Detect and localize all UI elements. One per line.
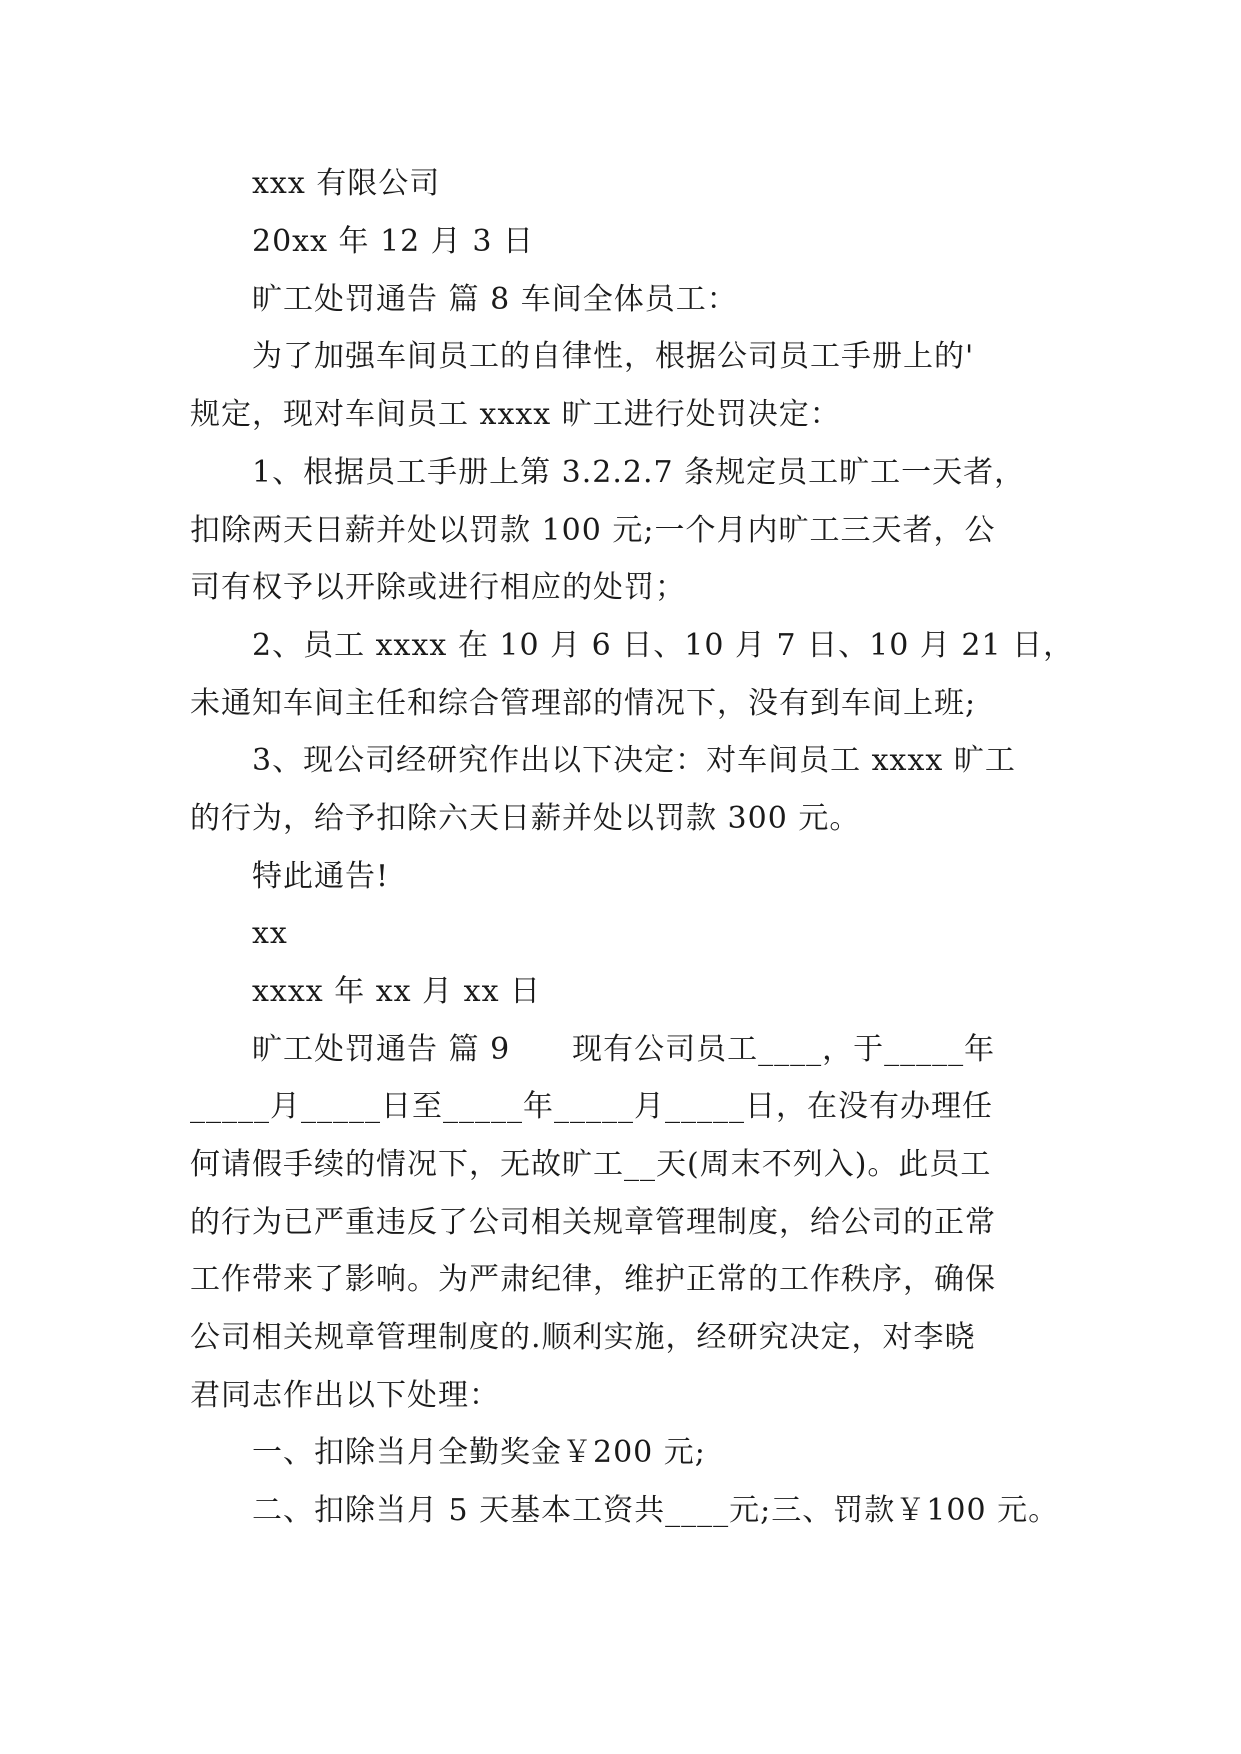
penalty-item-2-3: 二、扣除当月 5 天基本工资共____元;三、罚款￥100 元。 xyxy=(252,1493,1060,1528)
item-3-line: 的行为，给予扣除六天日薪并处以罚款 300 元。 xyxy=(190,801,861,836)
paragraph-line: 的行为已严重违反了公司相关规章管理制度，给公司的正常 xyxy=(190,1205,996,1240)
item-1-line: 扣除两天日薪并处以罚款 100 元;一个月内旷工三天者，公 xyxy=(190,513,996,548)
signature-date: xxxx 年 xx 月 xx 日 xyxy=(252,974,542,1009)
closing-line: 特此通告! xyxy=(252,859,390,894)
notice-8-heading: 旷工处罚通告 篇 8 车间全体员工： xyxy=(252,282,738,317)
notice-9-heading: 旷工处罚通告 篇 9 现有公司员工____，于_____年 xyxy=(252,1032,996,1067)
paragraph-line: 规定，现对车间员工 xxxx 旷工进行处罚决定： xyxy=(190,397,841,432)
item-2-line: 未通知车间主任和综合管理部的情况下，没有到车间上班; xyxy=(190,686,977,721)
paragraph-line: 君同志作出以下处理： xyxy=(190,1378,500,1413)
paragraph-line: 公司相关规章管理制度的.顺利实施，经研究决定，对李晓 xyxy=(190,1320,976,1355)
notice-date: 20xx 年 12 月 3 日 xyxy=(252,224,534,259)
item-1-line: 司有权予以开除或进行相应的处罚； xyxy=(190,570,686,605)
item-3-line: 3、现公司经研究作出以下决定：对车间员工 xxxx 旷工 xyxy=(252,743,1016,778)
paragraph-line: 何请假手续的情况下，无故旷工__天(周末不列入)。此员工 xyxy=(190,1147,992,1182)
penalty-item-1: 一、扣除当月全勤奖金￥200 元; xyxy=(252,1435,706,1470)
paragraph-line: 为了加强车间员工的自律性，根据公司员工手册上的' xyxy=(252,339,975,374)
item-2-line: 2、员工 xxxx 在 10 月 6 日、10 月 7 日、10 月 21 日， xyxy=(252,628,1075,663)
paragraph-line: 工作带来了影响。为严肃纪律，维护正常的工作秩序，确保 xyxy=(190,1262,996,1297)
company-name: xxx 有限公司 xyxy=(252,166,441,201)
item-1-line: 1、根据员工手册上第 3.2.2.7 条规定员工旷工一天者， xyxy=(252,455,1026,490)
signature-line: xx xyxy=(252,916,288,951)
paragraph-line: _____月_____日至_____年_____月_____日，在没有办理任 xyxy=(190,1089,993,1124)
